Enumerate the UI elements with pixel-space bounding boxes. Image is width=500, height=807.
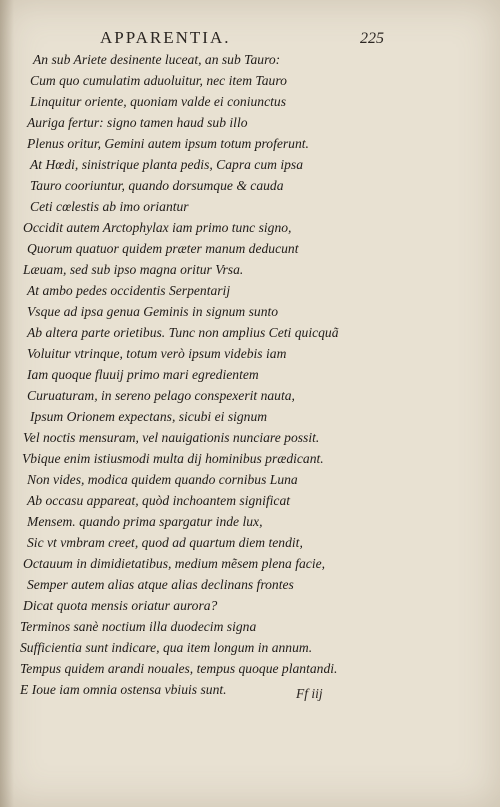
verse-line: Curuaturam, in sereno pelago conspexerit nauta, (27, 388, 295, 403)
verse-line: Terminos sanè noctium illa duodecim signa (20, 619, 257, 634)
verse-line: Iam quoque fluuij primo mari egredientem (27, 367, 259, 382)
verse-line: Vel noctis mensuram, vel nauigationis nunciare possit. (23, 430, 320, 445)
verse-line: E Ioue iam omnia ostensa vbiuis sunt. (20, 682, 227, 697)
verse-line: Ipsum Orionem expectans, sicubi ei signum (30, 409, 268, 424)
running-title: APPARENTIA. (100, 28, 231, 47)
verse-line: Octauum in dimidietatibus, medium mẽsem plena facie, (23, 556, 326, 571)
verse-line: Cum quo cumulatim aduoluitur, nec item Tauro (30, 73, 287, 88)
verse-line: Sufficientia sunt indicare, qua item longum in annum. (20, 640, 313, 655)
verse-line: Vsque ad ipsa genua Geminis in signum sunto (27, 304, 279, 319)
verse-line: Non vides, modica quidem quando cornibus Luna (27, 472, 298, 487)
verse-line: Vbique enim istiusmodi multa dij hominibus prædicant. (22, 451, 324, 466)
page-number: 225 (360, 30, 384, 47)
verse-line: Voluitur vtrinque, totum verò ipsum videbis iam (27, 346, 287, 361)
verse-line: Mensem. quando prima spargatur inde lux, (27, 514, 263, 529)
verse-line: An sub Ariete desinente luceat, an sub Tauro: (33, 52, 281, 67)
verse-line: Ceti cœlestis ab imo oriantur (30, 199, 189, 214)
verse-line: Plenus oritur, Gemini autem ipsum totum proferunt. (27, 136, 309, 151)
signature-mark: Ff iij (296, 686, 323, 701)
verse-line: Occidit autem Arctophylax iam primo tunc signo, (23, 220, 292, 235)
verse-line: Dicat quota mensis oriatur aurora? (23, 598, 218, 613)
verse-line: At Hœdi, sinistrique planta pedis, Capra cum ipsa (30, 157, 304, 172)
verse-line: Linquitur oriente, quoniam valde ei coniunctus (30, 94, 286, 109)
verse-line: Sic vt vmbram creet, quod ad quartum diem tendit, (27, 535, 303, 550)
verse-line: Auriga fertur: signo tamen haud sub illo (27, 115, 248, 130)
verse-line: Semper autem alias atque alias declinans frontes (27, 577, 294, 592)
verse-line: Tauro cooriuntur, quando dorsumque & cauda (30, 178, 284, 193)
verse-line: Ab occasu appareat, quòd inchoantem significat (27, 493, 291, 508)
verse-line: At ambo pedes occidentis Serpentarij (27, 283, 231, 298)
verse-line: Tempus quidem arandi nouales, tempus quoque plantandi. (20, 661, 338, 676)
running-head (0, 22, 500, 48)
verse-line: Quorum quatuor quidem præter manum deducunt (27, 241, 299, 256)
verse-line: Læuam, sed sub ipso magna oritur Vrsa. (23, 262, 244, 277)
verse-line: Ab altera parte orietibus. Tunc non amplius Ceti quicquã (27, 325, 339, 340)
